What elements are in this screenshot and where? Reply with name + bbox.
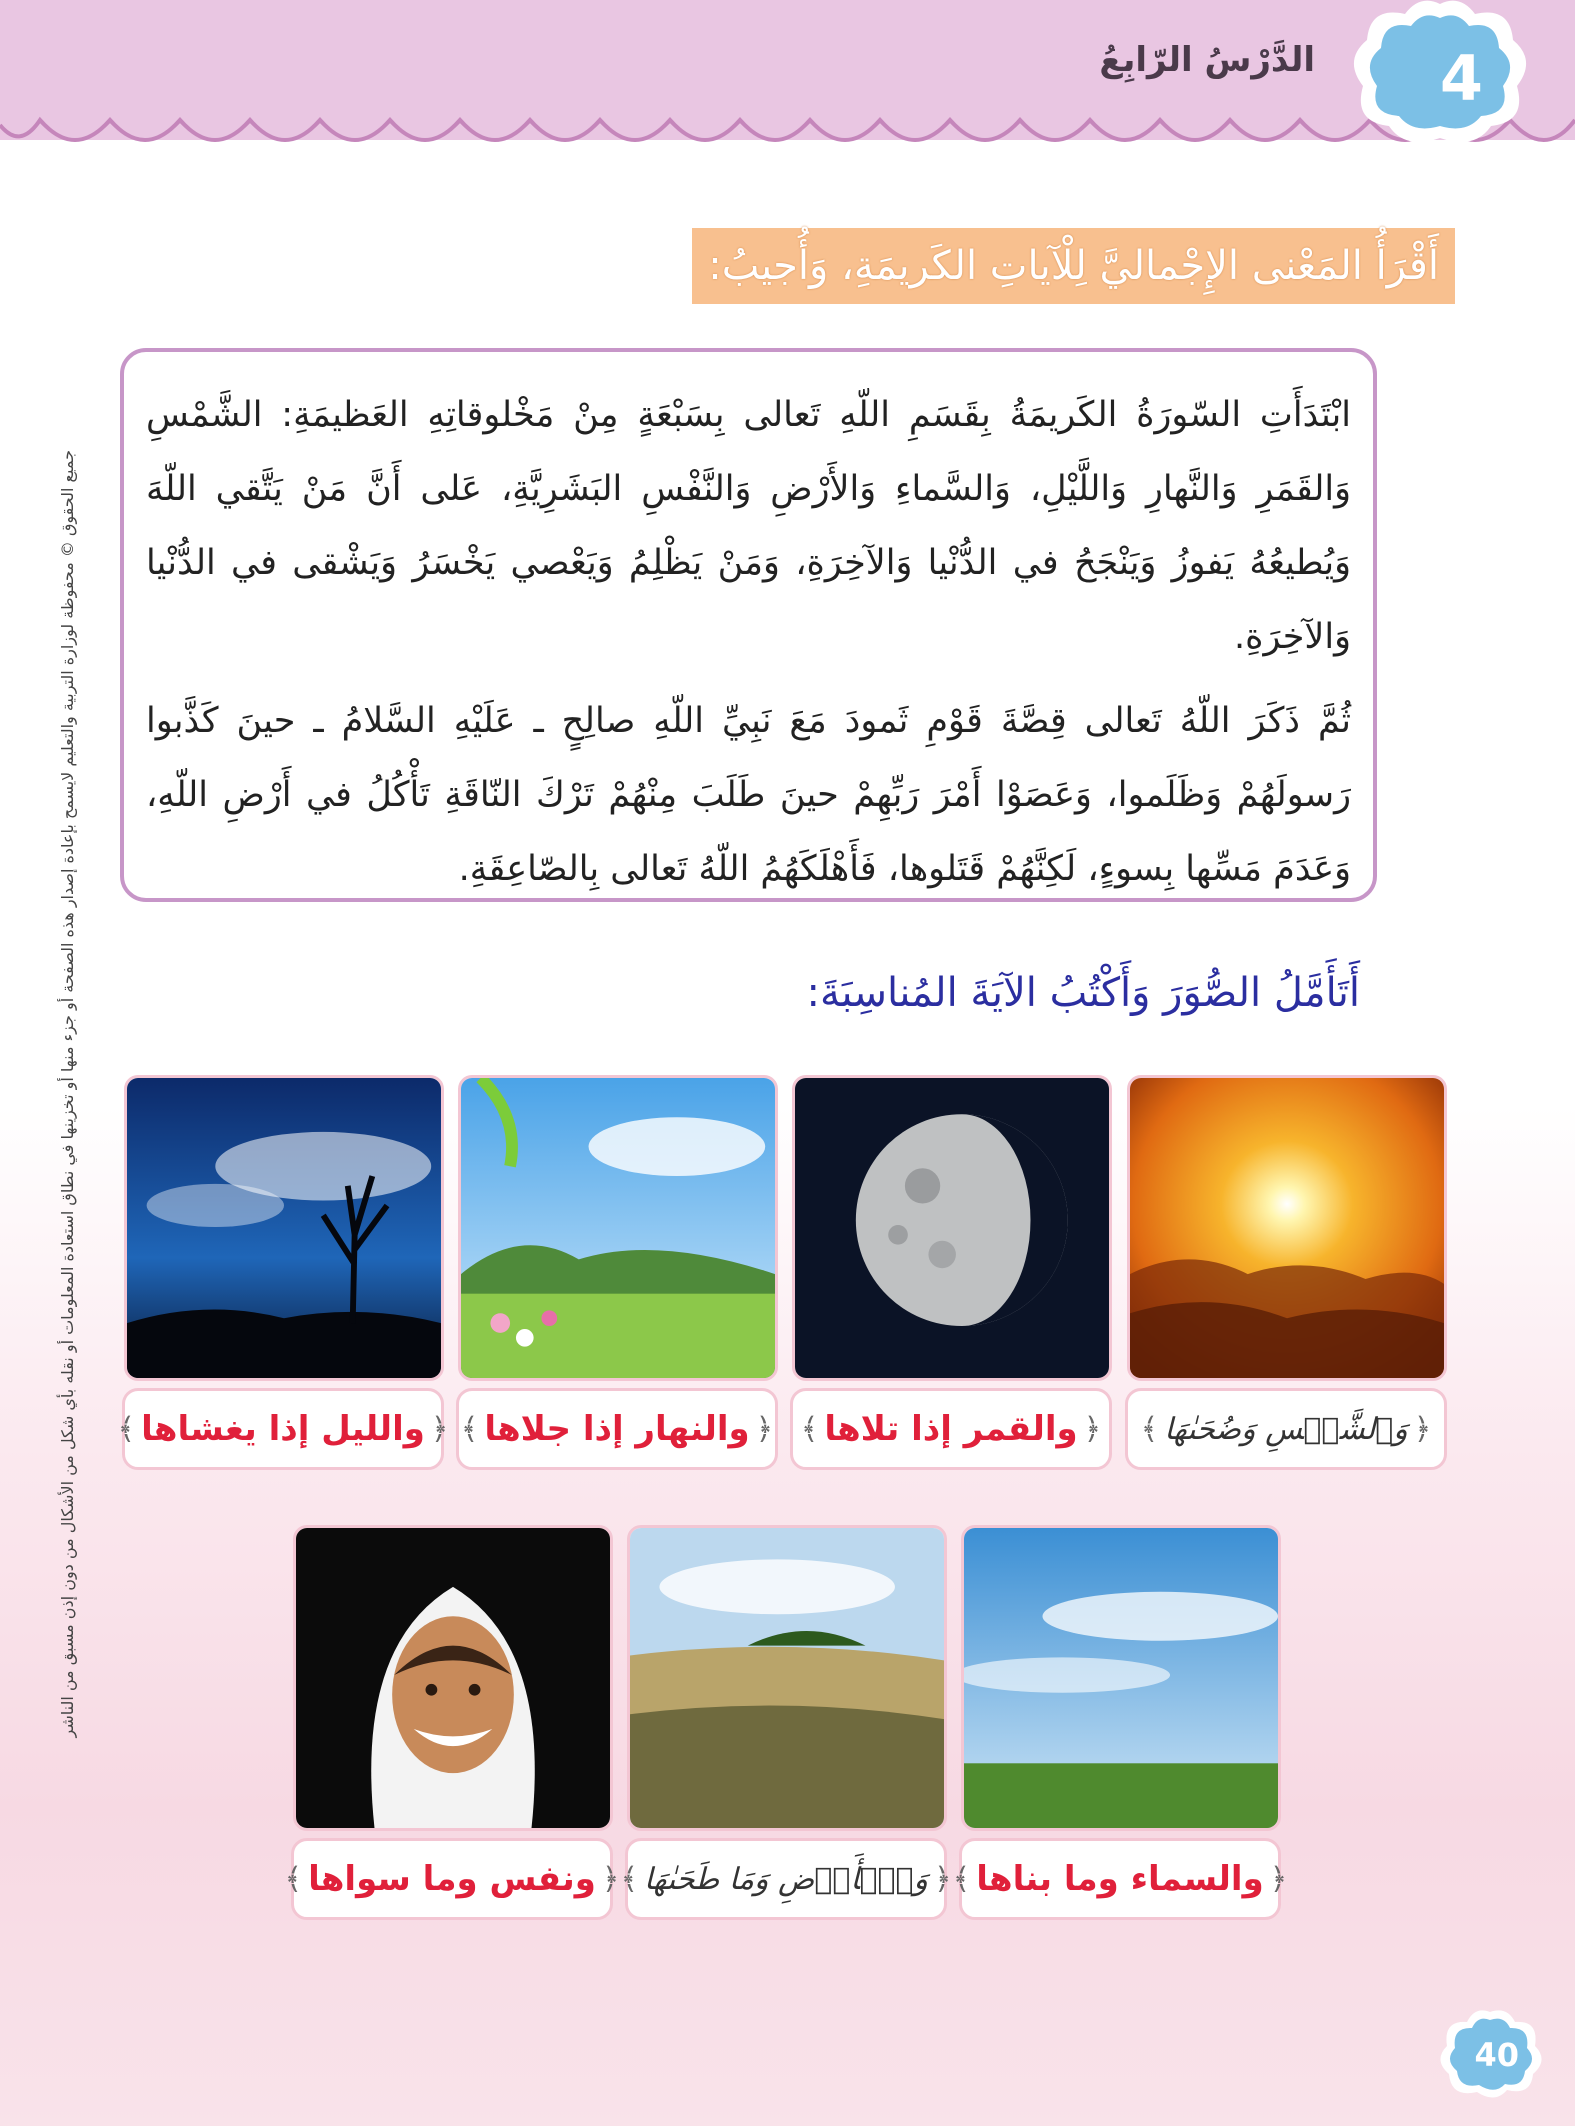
passage-box [120, 348, 1377, 902]
ornament-close-icon: ﴾ [284, 1861, 303, 1897]
ornament-open-icon: ﴿ [430, 1411, 449, 1447]
read-instruction: أَقْرَأُ المَعْنى الإِجْماليَّ لِلْآياتِ الكَريمَةِ، وَأُجيبُ: [692, 228, 1455, 304]
ornament-close-icon: ﴾ [117, 1411, 136, 1447]
label-sun [1125, 1388, 1447, 1470]
ornament-close-icon: ﴾ [800, 1411, 819, 1447]
label-day[interactable] [456, 1388, 778, 1470]
observe-instruction: أَتَأَمَّلُ الصُّوَرَ وَأَكْتُبُ الآيَةَ المُناسِبَةَ: [806, 970, 1360, 1016]
night-tree-image [124, 1075, 444, 1381]
ornament-close-icon: ﴾ [460, 1411, 479, 1447]
moon-image [792, 1075, 1112, 1381]
day-meadow-image [458, 1075, 778, 1381]
lesson-number: 4 [1439, 42, 1483, 115]
ornament-open-icon: ﴿ [1083, 1411, 1102, 1447]
copyright-side-note: جميع الحقوق © محفوظة لوزارة التربية والتعليم لايسمح بإعادة إصدار هذه الصفحة أو جزء منها أو تخزينها في نطاق استعادة المعلومات أو نقله بأي شكل من الأشكال من دون إذن مسبق من الناشر [58, 450, 77, 1738]
boy-portrait-image [293, 1525, 613, 1831]
answer-soul[interactable]: ونفس وما سواها [308, 1859, 596, 1899]
verse-earth-printed: وَٱلۡأَرۡضِ وَمَا طَحَىٰهَا [644, 1861, 928, 1897]
header-scallop-border [0, 100, 1575, 170]
ornament-open-icon: ﴿ [601, 1861, 620, 1897]
ornament-close-icon: ﴾ [952, 1861, 971, 1897]
label-soul[interactable] [284, 1838, 620, 1920]
answer-sky[interactable]: والسماء وما بناها [976, 1859, 1264, 1899]
label-earth [620, 1838, 952, 1920]
sky-image [961, 1525, 1281, 1831]
sun-image [1127, 1075, 1447, 1381]
page-number: 40 [1474, 2036, 1519, 2074]
passage-paragraph-1: ابْتَدَأَتِ السّورَةُ الكَريمَةُ بِقَسَمِ اللّهِ تَعالى بِسَبْعَةٍ مِنْ مَخْلوقاتِهِ العَظيمَةِ: الشَّمْسِ وَالقَمَرِ وَالنَّهارِ وَاللَّيْلِ، وَالسَّماءِ وَالأَرْضِ وَالنَّفْسِ البَشَرِيَّةِ، عَلى أَنَّ مَنْ يَتَّقي اللّهَ وَيُطيعُهُ يَفوزُ وَيَنْجَحُ في الدُّنْيا وَالآخِرَةِ، وَمَنْ يَظْلِمُ وَيَعْصي يَخْسَرُ وَيَشْقى في الدُّنْيا وَالآخِرَةِ. [146, 395, 1351, 657]
label-sky[interactable] [952, 1838, 1288, 1920]
verse-sun-printed: وَٱلشَّمۡسِ وَضُحَىٰهَا [1164, 1411, 1408, 1447]
answer-moon[interactable]: والقمر إذا تلاها [824, 1409, 1078, 1449]
ornament-open-icon: ﴿ [755, 1411, 774, 1447]
label-moon[interactable] [790, 1388, 1112, 1470]
ornament-close-icon: ﴾ [1140, 1411, 1159, 1447]
answer-day[interactable]: والنهار إذا جلاها [484, 1409, 750, 1449]
label-night[interactable] [117, 1388, 449, 1470]
ornament-open-icon: ﴿ [1269, 1861, 1288, 1897]
passage-paragraph-2: ثُمَّ ذَكَرَ اللّهُ تَعالى قِصَّةَ قَوْمِ ثَمودَ مَعَ نَبِيِّ اللّهِ صالِحٍ ـ عَلَيْهِ السَّلامُ ـ حينَ كَذَّبوا رَسولَهُمْ وَظَلَموا، وَعَصَوْا أَمْرَ رَبِّهِمْ حينَ طَلَبَ مِنْهُمْ تَرْكَ النّاقَةِ تَأْكُلُ في أَرْضِ اللّهِ، وَعَدَمَ مَسِّها بِسوءٍ، لَكِنَّهُمْ قَتَلوها، فَأَهْلَكَهُمُ اللّهُ تَعالى بِالصّاعِقَةِ. [146, 701, 1351, 889]
answer-night[interactable]: والليل إذا يغشاها [141, 1409, 425, 1449]
lesson-title: الدَّرْسُ الرّابِعُ [1099, 40, 1315, 80]
ornament-close-icon: ﴾ [620, 1861, 639, 1897]
ornament-open-icon: ﴿ [1413, 1411, 1432, 1447]
earth-field-image [627, 1525, 947, 1831]
ornament-open-icon: ﴿ [933, 1861, 952, 1897]
